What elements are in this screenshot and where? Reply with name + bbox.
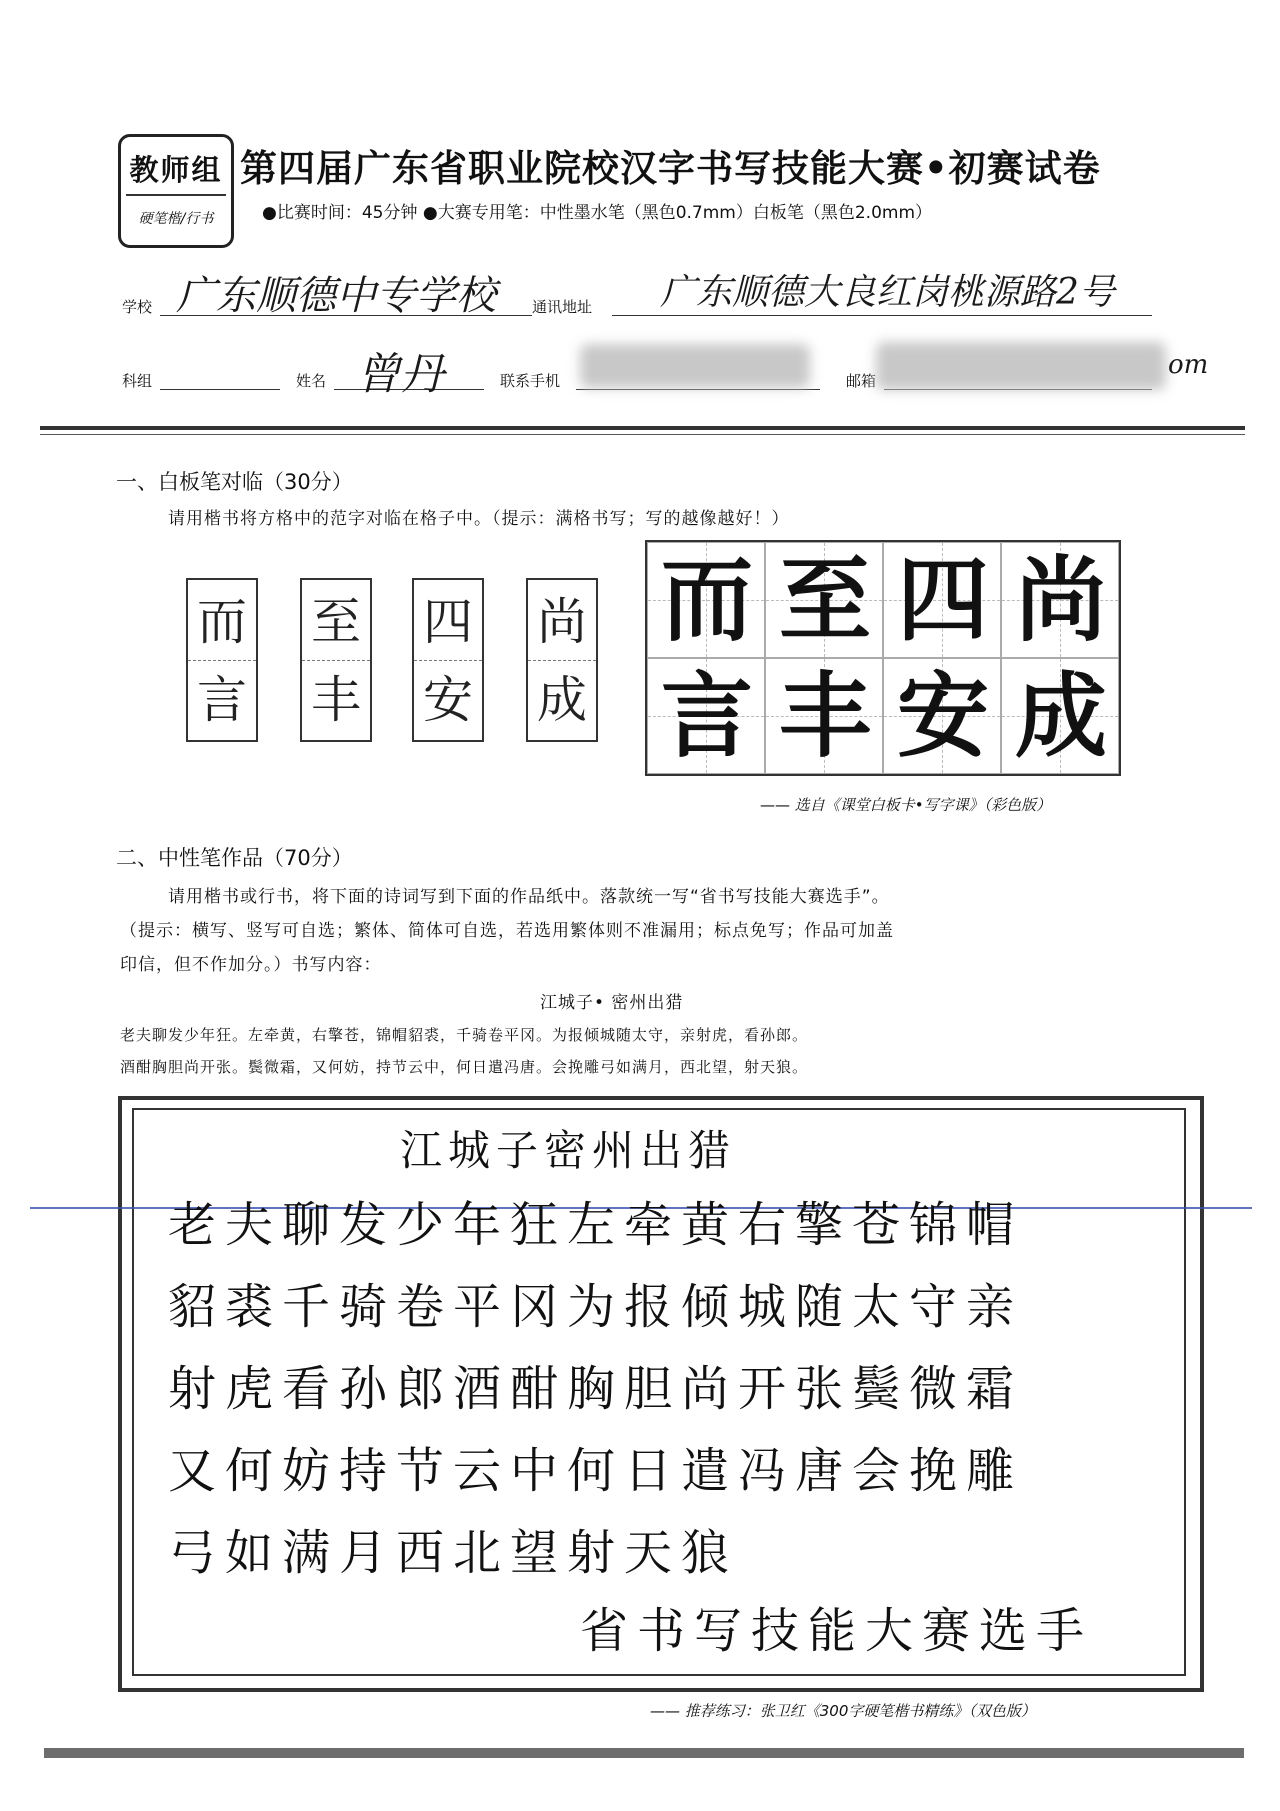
section1-credit: —— 选自《课堂白板卡•写字课》（彩色版）: [760, 796, 1052, 814]
work-line: 又何妨持节云中何日遣冯唐会挽雕: [168, 1443, 1024, 1499]
phone-redacted: [580, 344, 810, 388]
email-redacted: [876, 342, 1166, 390]
practice-cell: [412, 578, 484, 742]
school-label: 学校: [122, 298, 153, 316]
model-cell: [883, 542, 1001, 658]
group-sub-label: 硬笔楷/行书: [138, 211, 214, 227]
header-rule: [40, 426, 1245, 430]
model-cell: [765, 658, 883, 774]
section2-instruction-line: 印信，但不作加分。）书写内容：: [120, 955, 382, 975]
practice-char-bottom: 丰: [311, 671, 361, 729]
address-label: 通讯地址: [532, 298, 593, 316]
work-signature: 省书写技能大赛选手: [580, 1603, 1094, 1659]
section2-title: 二、中性笔作品（70分）: [116, 846, 353, 870]
practice-char-top: 至: [311, 593, 361, 651]
practice-char-bottom: 安: [423, 671, 473, 729]
section2-credit: —— 推荐练习：张卫红《300字硬笔楷书精练》（双色版）: [650, 1702, 1036, 1720]
exam-subhead: ●比赛时间：45分钟 ●大赛专用笔：中性墨水笔（黑色0.7mm）白板笔（黑色2.0mm）: [262, 203, 933, 223]
practice-cell: [526, 578, 598, 742]
exam-title: 第四届广东省职业院校汉字书写技能大赛•初赛试卷: [240, 147, 1101, 190]
work-line: 老夫聊发少年狂左牵黄右擎苍锦帽: [168, 1197, 1024, 1253]
address-line: [612, 315, 1152, 316]
work-title: 江城子密州出猎: [400, 1126, 737, 1175]
subject-label: 科组: [122, 372, 153, 390]
work-line: 貂裘千骑卷平冈为报倾城随太守亲: [168, 1279, 1024, 1335]
section2-instruction-line: （提示：横写、竖写可自选；繁体、简体可自选，若选用繁体则不准漏用；标点免写；作品可加盖: [120, 921, 894, 941]
name-value: 曾丹: [356, 349, 444, 400]
poem-line: 老夫聊发少年狂。左牵黄，右擎苍，锦帽貂裘，千骑卷平冈。为报倾城随太守，亲射虎，看孙郎。: [120, 1026, 809, 1044]
email-label: 邮箱: [846, 372, 877, 390]
model-char: 至: [778, 547, 871, 654]
group-divider: [126, 194, 226, 196]
model-cell: [1001, 542, 1119, 658]
address-value: 广东顺德大良红岗桃源路2号: [660, 272, 1115, 313]
school-value: 广东顺德中专学校: [176, 273, 496, 319]
header-rule-thin: [40, 434, 1245, 435]
model-grid: [645, 540, 1121, 776]
group-label: 教师组: [129, 153, 223, 187]
model-char: 成: [1014, 663, 1107, 770]
model-cell: [647, 658, 765, 774]
model-char: 四: [896, 547, 989, 654]
practice-char-bottom: 言: [197, 671, 247, 729]
email-tail: om: [1168, 350, 1209, 380]
poem-title: 江城子• 密州出猎: [540, 993, 684, 1013]
practice-char-top: 四: [423, 593, 473, 651]
footer-rule: [44, 1748, 1244, 1758]
work-line: 弓如满月西北望射天狼: [168, 1525, 739, 1581]
practice-char-top: 尚: [537, 593, 587, 651]
phone-label: 联系手机: [500, 372, 561, 390]
poem-line: 酒酣胸胆尚开张。鬓微霜，又何妨，持节云中，何日遣冯唐。会挽雕弓如满月，西北望，射天狼。: [120, 1058, 809, 1076]
model-cell: [765, 542, 883, 658]
model-cell: [647, 542, 765, 658]
work-line: 射虎看孙郎酒酣胸胆尚开张鬓微霜: [168, 1361, 1024, 1417]
model-char: 安: [896, 663, 989, 770]
model-char: 言: [660, 663, 753, 770]
practice-cell: [186, 578, 258, 742]
section2-instruction-line: 请用楷书或行书，将下面的诗词写到下面的作品纸中。落款统一写“省书写技能大赛选手”。: [168, 887, 890, 907]
model-cell: [1001, 658, 1119, 774]
model-char: 尚: [1014, 547, 1107, 654]
practice-cell: [300, 578, 372, 742]
model-char: 丰: [778, 663, 871, 770]
model-cell: [883, 658, 1001, 774]
section1-instruction: 请用楷书将方格中的范字对临在格子中。（提示：满格书写；写的越像越好！）: [168, 509, 790, 529]
name-label: 姓名: [296, 372, 327, 390]
model-char: 而: [660, 547, 753, 654]
subject-line: [160, 389, 280, 390]
practice-char-top: 而: [197, 593, 247, 651]
section1-title: 一、白板笔对临（30分）: [116, 470, 353, 494]
practice-char-bottom: 成: [537, 671, 587, 729]
phone-line: [576, 389, 820, 390]
